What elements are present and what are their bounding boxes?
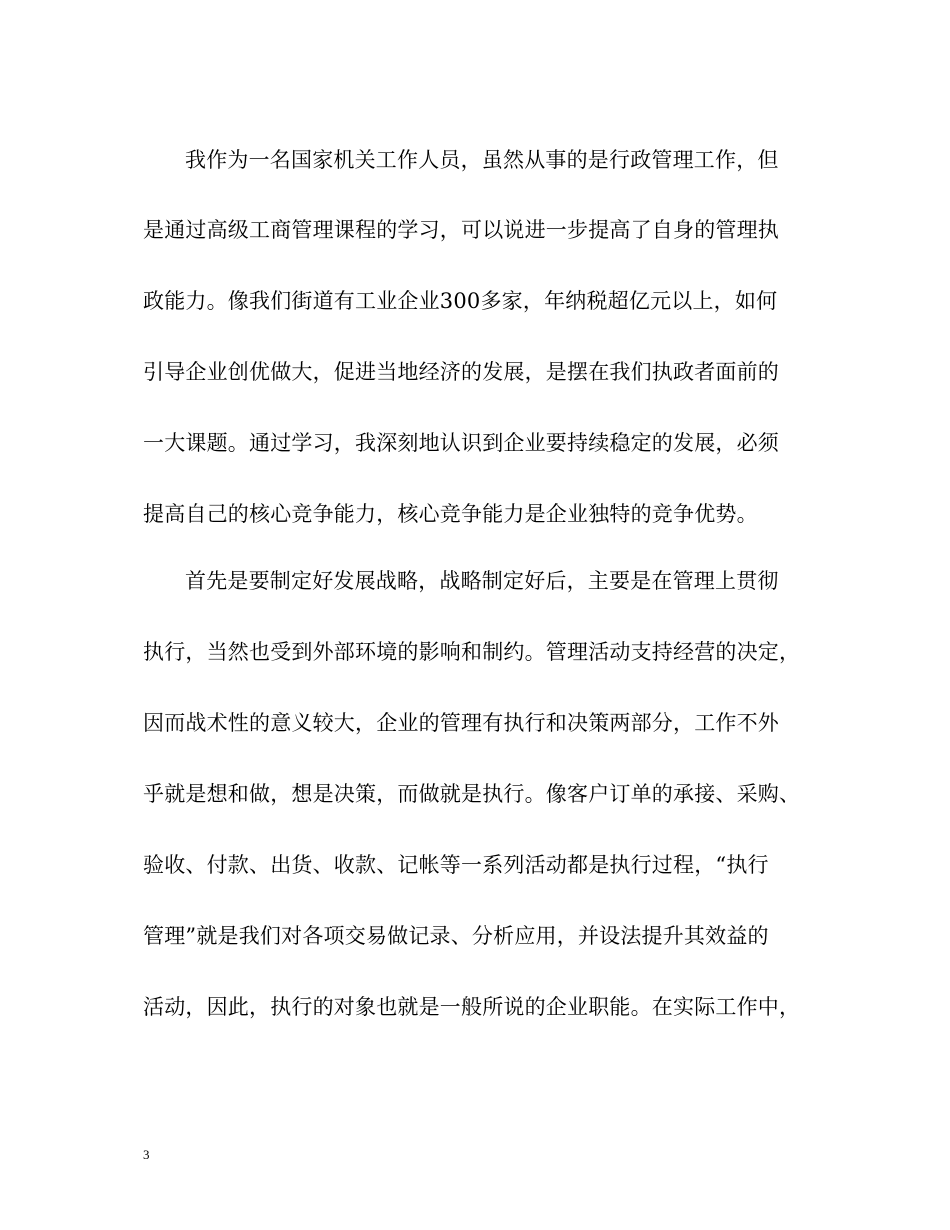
paragraph-1-line-3: 政能力。像我们街道有工业企业300多家，年纳税超亿元以上，如何 [143,289,778,313]
paragraph-2-line-5: 验收、付款、出货、收款、记帐等一系列活动都是执行过程，“执行 [143,853,769,877]
paragraph-1-line-2: 是通过高级工商管理课程的学习，可以说进一步提高了自身的管理执 [143,218,779,242]
paragraph-2-line-3: 因而战术性的意义较大，企业的管理有执行和决策两部分，工作不外 [143,711,779,735]
paragraph-2-line-7: 活动，因此，执行的对象也就是一般所说的企业职能。在实际工作中， [143,995,801,1019]
paragraph-1-line-4: 引导企业创优做大，促进当地经济的发展，是摆在我们执政者面前的 [143,360,779,384]
paragraph-1-line-5: 一大课题。通过学习，我深刻地认识到企业要持续稳定的发展，必须 [143,431,779,455]
paragraph-2-line-2: 执行，当然也受到外部环境的影响和制约。管理活动支持经营的决定， [143,640,801,664]
paragraph-1-line-6: 提高自己的核心竞争能力，核心竞争能力是企业独特的竞争优势。 [143,502,758,526]
paragraph-2-line-4: 乎就是想和做，想是决策，而做就是执行。像客户订单的承接、采购、 [143,782,801,806]
paragraph-2-line-1: 首先是要制定好发展战略，战略制定好后，主要是在管理上贯彻 [185,569,779,593]
page-number: 3 [143,1147,150,1162]
paragraph-2-line-6: 管理”就是我们对各项交易做记录、分析应用，并设法提升其效益的 [143,924,769,948]
paragraph-1-line-1: 我作为一名国家机关工作人员，虽然从事的是行政管理工作，但 [185,148,779,172]
